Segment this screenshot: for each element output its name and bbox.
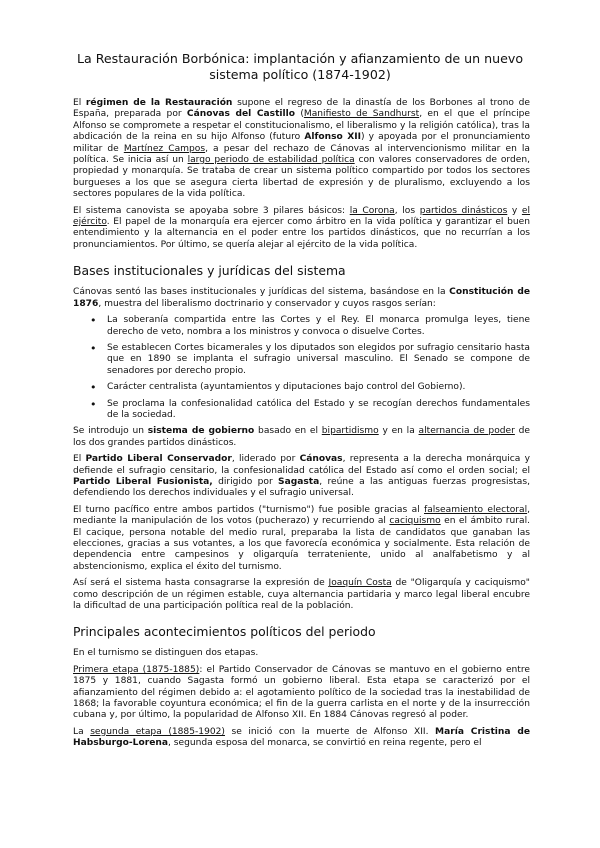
text-run: , los: [394, 205, 420, 216]
text-run: (: [295, 109, 304, 120]
section-heading-bases: Bases institucionales y jurídicas del sistema: [73, 263, 346, 279]
underlined-text: el ejército: [73, 205, 531, 228]
underlined-text: alternancia de poder: [418, 426, 515, 437]
text-run: . El papel de la monarquía era ejercer como árbitro en la vida política y garantizar el buen entendimiento y la alternancia en el poder entre los partidos dinásticos, que no recurrían a los pronunciamientos. Por último, se quería alejar al ejército de la vida política.: [73, 217, 530, 250]
text-run: Cánovas sentó las bases institucionales y jurídicas del sistema, basándose en la: [73, 287, 450, 298]
text-run: supone el regreso de la dinastía de los Borbones al trono de España, preparada por: [73, 98, 530, 120]
text-run: y: [507, 205, 522, 216]
text-run: El sistema canovista se apoyaba sobre 3 pilares básicos:: [73, 205, 350, 216]
list-item: • Carácter centralista (ayuntamientos y diputaciones bajo control del Gobierno).: [107, 382, 530, 393]
document-body: [73, 98, 530, 755]
text-run: de "Oligarquía y caciquismo" como descripción de un régimen estable, cuya alternancia partidaria y marco legal liberal encubre la dificultad de una participación política real de la población.: [73, 578, 530, 612]
text-run: , segunda esposa del monarca, se convirtió en reina regente, pero el: [167, 738, 482, 749]
text-run: basado en el: [254, 426, 322, 437]
underlined-text: Martínez Campos: [123, 143, 206, 154]
underlined-text: largo periodo de estabilidad política: [187, 155, 355, 166]
constitution-features-list: [73, 315, 530, 421]
underlined-text: caciquismo: [389, 516, 441, 527]
government-system-paragraph: [73, 426, 530, 449]
text-run: , representa a la derecha monárquica y defiende el sufragio censitario, la confesionalidad católica del Estado así como el orden social; el: [73, 454, 530, 476]
bold-text: Constitución de 1876: [73, 287, 530, 309]
text-run: se inició con la muerte de Alfonso XII.: [224, 726, 436, 737]
document-title: La Restauración Borbónica: implantación y afianzamiento de un nuevo sistema político (1874-1902): [76, 51, 524, 82]
bold-text: Sagasta: [278, 476, 320, 487]
text-run: En el turnismo se distinguen dos etapas.: [73, 648, 259, 659]
bold-text: Partido Liberal Fusionista,: [73, 476, 213, 487]
bold-text: régimen de la Restauración: [85, 98, 233, 108]
underlined-text: Manifiesto de Sandhurst: [303, 109, 420, 120]
text-run: Así será el sistema hasta consagrarse la expresión de: [73, 578, 329, 589]
text-run: El: [73, 98, 86, 108]
section-heading-events: Principales acontecimientos políticos del periodo: [73, 624, 376, 640]
events-intro-paragraph: [73, 648, 530, 659]
intro-paragraph-1: [73, 98, 530, 201]
bold-text: sistema de gobierno: [147, 426, 255, 437]
turnismo-paragraph: [73, 505, 530, 573]
list-item: • Se proclama la confesionalidad católica del Estado y se recogían derechos fundamentales de la sociedad.: [107, 399, 530, 422]
text-run: con valores conservadores de orden, propiedad y monarquía. Se trataba de crear un sistema político compartido por todos los sectores burgueses a los que se asegura cierta libertad de expresión y de pluralismo, excluyendo a los sectores populares de la vida política.: [73, 155, 530, 200]
intro-paragraph-2: [73, 206, 530, 252]
text-run: El turno pacífico entre ambos partidos ("turnismo") fue posible gracias al: [73, 504, 424, 515]
bold-text: Alfonso XII: [304, 132, 361, 143]
text-run: , en el que el príncipe Alfonso se compromete a respetar el constitucionalismo, el liberalismo y la religión católica), tras la abdicación de la reina en su hijo Alfonso (futuro: [73, 109, 530, 143]
text-run: El: [73, 454, 86, 465]
underlined-text: Primera etapa (1875-1885): [73, 664, 200, 675]
text-run: y en la: [378, 426, 419, 437]
text-run: , mediante la manipulación de los votos (pucherazo) y recurriendo al: [73, 504, 530, 527]
underlined-text: segunda etapa (1885-1902): [90, 726, 225, 737]
costa-paragraph: [73, 578, 530, 612]
underlined-text: partidos dinásticos: [419, 205, 508, 216]
text-run: ) y apoyada por el pronunciamiento militar de: [73, 132, 531, 154]
parties-paragraph: [73, 454, 530, 500]
list-item: • La soberanía compartida entre las Cortes y el Rey. El monarca promulga leyes, tiene derecho de veto, nombra a los ministros y convoca o disuelve Cortes.: [107, 315, 530, 338]
text-run: de los dos grandes partidos dinásticos.: [73, 426, 530, 448]
underlined-text: la Corona: [349, 205, 395, 216]
underlined-text: bipartidismo: [321, 426, 379, 437]
text-run: , muestra del liberalismo doctrinario y conservador y cuyos rasgos serían:: [98, 298, 436, 309]
text-run: Se introdujo un: [73, 426, 148, 437]
list-item: • Se establecen Cortes bicamerales y los diputados son elegidos por sufragio censitario hasta que en 1890 se implanta el sufragio universal masculino. El Senado se compone de senadores por derecho propio.: [107, 343, 530, 377]
underlined-text: Joaquín Costa: [328, 578, 392, 589]
text-run: , liderado por: [231, 454, 300, 465]
first-stage-paragraph: [73, 665, 530, 722]
text-run: dirigido por: [212, 476, 279, 487]
text-run: La: [73, 726, 91, 737]
text-run: : el Partido Conservador de Cánovas se mantuvo en el gobierno entre 1875 y 1881, cuando Sagasta formó un gobierno liberal. Esta etapa se caracterizó por el afianzamiento del régimen debido a: el agotamiento político de la sociedad tras la inestabilidad de 1868; la favorable coyuntura económica; el fin de la guerra carlista en el norte y de la insurrección cubana y, por último, la popularidad de Alfonso XII. En 1884 Cánovas regresó al poder.: [73, 664, 530, 721]
bold-text: María Cristina de Habsburgo-Lorena: [73, 726, 531, 749]
bold-text: Partido Liberal Conservador: [85, 454, 232, 465]
text-run: , reúne a las antiguas fuerzas progresistas, defendiendo los derechos individuales y el sufragio universal.: [73, 476, 531, 499]
bases-intro-paragraph: [73, 287, 530, 310]
underlined-text: falseamiento electoral: [424, 504, 528, 515]
second-stage-paragraph: [73, 727, 530, 750]
text-run: en el ámbito rural. El cacique, persona notable del medio rural, preparaba la lista de candidatos que ganaban las elecciones, gracias a sus votantes, a los que favorecía económica y socialmente. Esta relación de dependencia entre campesinos y oligarquía terrateniente, unido al analfabetismo y al abstencionismo, explica el éxito del turnismo.: [73, 516, 530, 572]
bold-text: Cánovas del Castillo: [186, 109, 296, 120]
bold-text: Cánovas: [299, 454, 343, 465]
text-run: , a pesar del rechazo de Cánovas al intervencionismo militar en la política. Se inicia así un: [73, 143, 530, 166]
